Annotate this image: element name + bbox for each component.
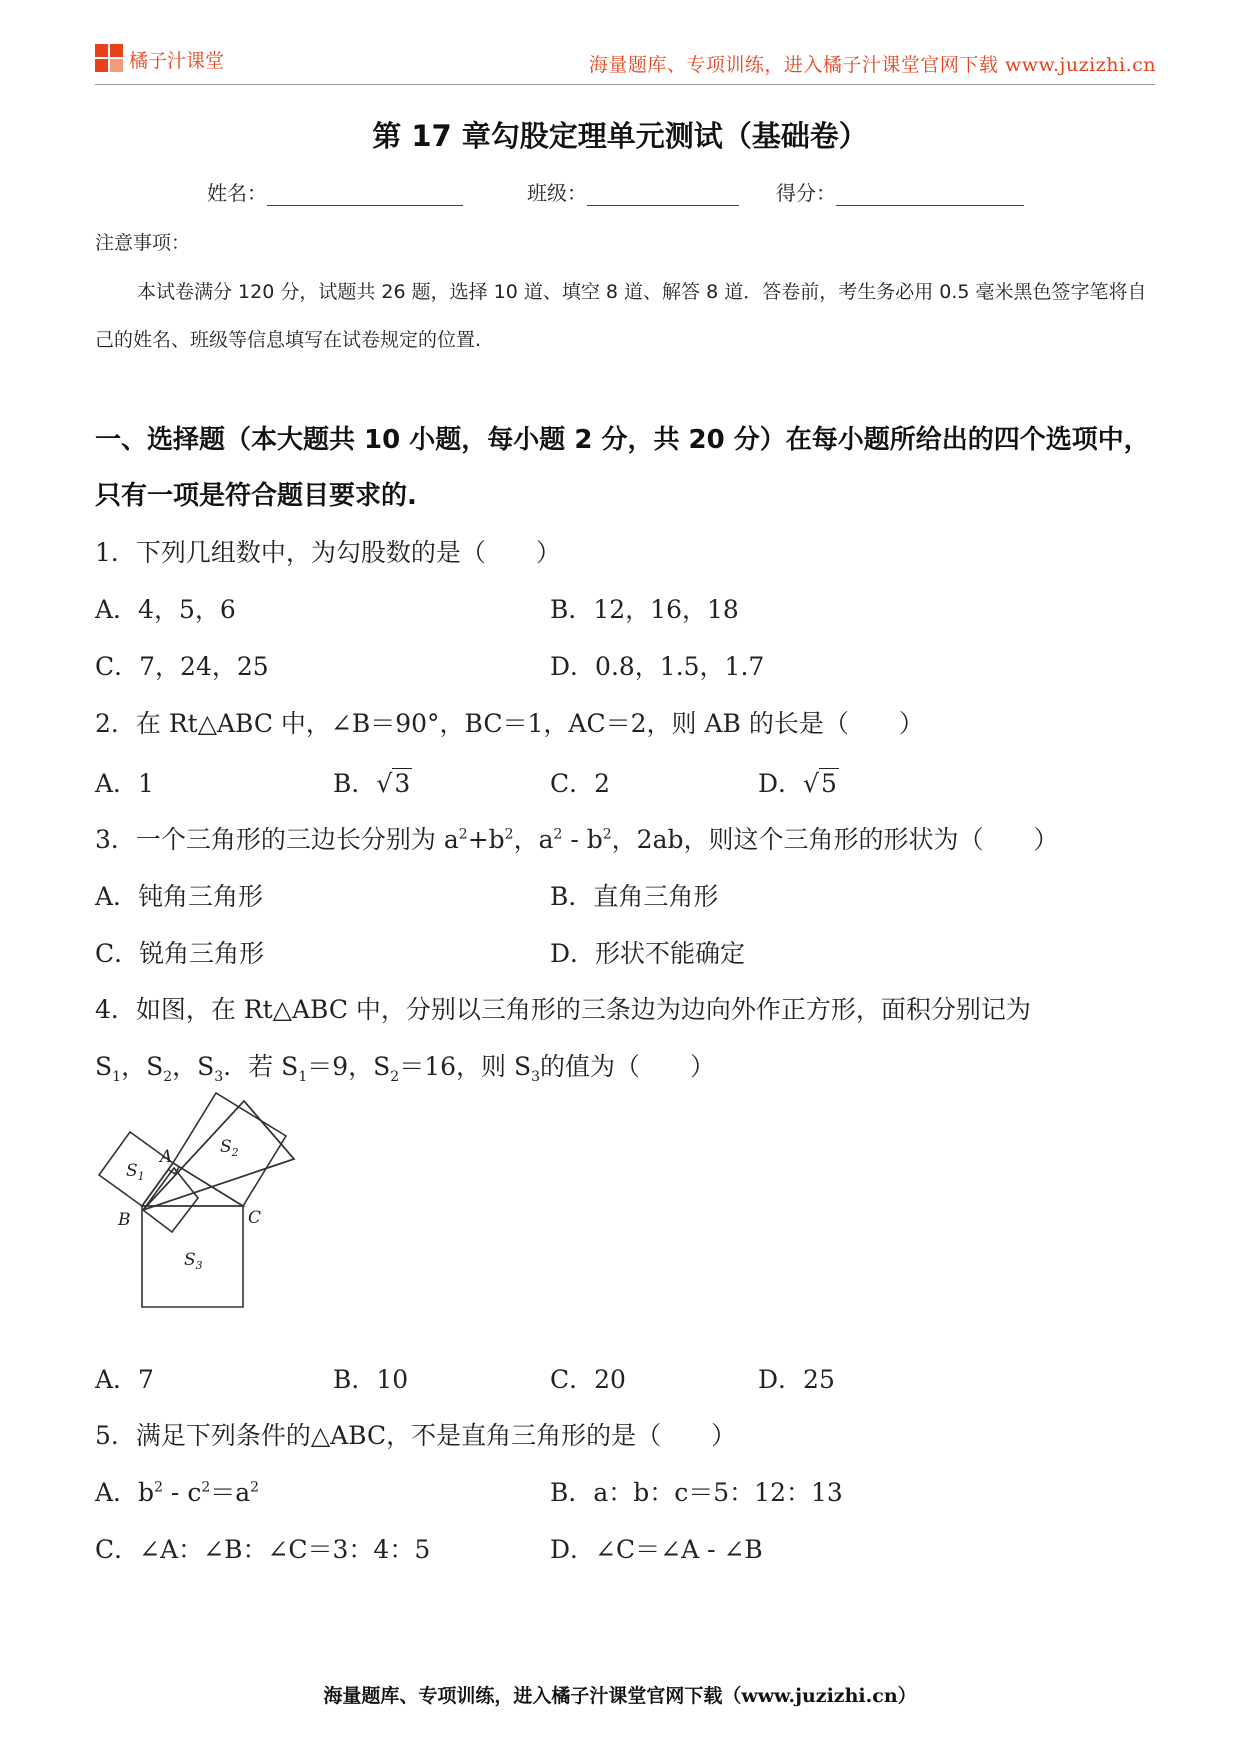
q4-s: S xyxy=(513,1052,532,1081)
q1-option-c[interactable]: C．7，24，25 xyxy=(95,652,269,681)
question-3-stem xyxy=(95,820,1059,856)
q4-text: ．若 xyxy=(223,1052,282,1081)
q3-option-c[interactable]: C．锐角三角形 xyxy=(95,939,265,968)
q5-a-text-2: - c xyxy=(162,1478,202,1507)
right-angle-mark xyxy=(169,1167,179,1174)
name-field[interactable] xyxy=(207,177,463,206)
notes-heading: 注意事项： xyxy=(95,232,191,254)
q3-text-2: +b xyxy=(467,825,505,854)
q5-option-a[interactable] xyxy=(95,1473,259,1509)
q4-sub: 2 xyxy=(390,1069,400,1085)
q3-option-a[interactable]: A．钝角三角形 xyxy=(95,882,264,911)
q3-option-b[interactable]: B．直角三角形 xyxy=(550,882,719,911)
question-5-stem: 5．满足下列条件的△ABC，不是直角三角形的是（ ） xyxy=(95,1421,737,1450)
q4-s: S xyxy=(95,1052,113,1081)
q3-sup-1: 2 xyxy=(458,826,468,843)
header-divider xyxy=(95,84,1155,85)
q3-text-3: ，a xyxy=(513,825,554,854)
logo xyxy=(95,44,224,74)
question-1-stem: 1．下列几组数中，为勾股数的是（ ） xyxy=(95,538,561,567)
q4-sub: 1 xyxy=(112,1069,122,1085)
figure-label-a: A xyxy=(160,1147,173,1167)
logo-text: 橘子汁课堂 xyxy=(129,49,225,72)
name-blank[interactable] xyxy=(267,185,463,206)
q4-text: ＝16，则 xyxy=(399,1052,514,1081)
q4-option-b[interactable]: B．10 xyxy=(333,1365,409,1394)
q4-s: S xyxy=(373,1052,391,1081)
q2-option-d-label: D． xyxy=(758,769,804,798)
q4-sub: 3 xyxy=(214,1069,224,1085)
q3-text-5: ，2ab，则这个三角形的形状为（ ） xyxy=(611,825,1059,854)
q4-sub: 1 xyxy=(298,1069,308,1085)
q5-option-c[interactable]: C．∠A：∠B：∠C＝3：4：5 xyxy=(95,1535,431,1564)
q2-option-d[interactable] xyxy=(758,764,839,800)
figure-label-s3: $S_3$ xyxy=(184,1250,203,1272)
q1-option-b[interactable]: B．12，16，18 xyxy=(550,595,739,624)
logo-icon xyxy=(95,44,125,74)
score-label: 得分： xyxy=(776,181,836,205)
q4-sep: ， xyxy=(121,1052,147,1081)
q3-sup-2: 2 xyxy=(504,826,514,843)
notes-body: 本试卷满分 120 分，试题共 26 题，选择 10 道、填空 8 道、解答 8 道．答卷前，考生务必用 0.5 毫米黑色签字笔将自己的姓名、班级等信息填写在试卷规定的位置. xyxy=(95,281,1147,351)
q4-text: 的值为（ ） xyxy=(540,1052,716,1081)
q4-s: S xyxy=(281,1052,299,1081)
q4-sub: 3 xyxy=(531,1069,541,1085)
q5-option-d[interactable]: D．∠C＝∠A - ∠B xyxy=(550,1535,763,1564)
q2-option-b[interactable] xyxy=(333,764,412,800)
q2-option-b-label: B． xyxy=(333,769,377,798)
q3-text-4: - b xyxy=(562,825,603,854)
q3-sup-3: 2 xyxy=(553,826,563,843)
figure-drawing xyxy=(90,1090,320,1340)
q5-a-sup: 2 xyxy=(154,1479,163,1496)
page-footer[interactable]: 海量题库、专项训练，进入橘子汁课堂官网下载（www.juzizhi.cn） xyxy=(323,1685,917,1707)
q5-a-text-3: ＝a xyxy=(210,1478,251,1507)
sqrt-icon: √3 xyxy=(376,769,411,798)
q1-option-a[interactable]: A．4，5，6 xyxy=(95,595,236,624)
figure-label-c: C xyxy=(248,1208,262,1228)
score-field[interactable] xyxy=(776,177,1024,206)
q4-s: S xyxy=(146,1052,164,1081)
q2-option-c[interactable]: C．2 xyxy=(550,769,611,798)
question-4-stem: 4．如图，在 Rt△ABC 中，分别以三角形的三条边为边向外作正方形，面积分别记为 xyxy=(95,995,1031,1024)
class-field[interactable] xyxy=(527,177,739,206)
q5-a-text-1: A．b xyxy=(95,1478,155,1507)
figure-label-s2: $S_2$ xyxy=(220,1137,239,1159)
q4-option-a[interactable]: A．7 xyxy=(95,1365,154,1394)
q4-option-d[interactable]: D．25 xyxy=(758,1365,835,1394)
q2-option-b-radicand: 3 xyxy=(394,769,411,798)
q4-sep: ， xyxy=(172,1052,198,1081)
q4-option-c[interactable]: C．20 xyxy=(550,1365,626,1394)
q2-option-d-radicand: 5 xyxy=(820,769,837,798)
q1-option-d[interactable]: D．0.8，1.5，1.7 xyxy=(550,652,765,681)
score-blank[interactable] xyxy=(836,185,1024,206)
q3-option-d[interactable]: D．形状不能确定 xyxy=(550,939,746,968)
q5-option-b[interactable]: B．a：b：c＝5：12：13 xyxy=(550,1478,843,1507)
q2-option-a[interactable]: A．1 xyxy=(95,769,154,798)
name-label: 姓名： xyxy=(207,181,267,205)
question-4-stem-line2 xyxy=(95,1047,715,1085)
q3-text-1: 3．一个三角形的三边长分别为 a xyxy=(95,825,459,854)
q5-a-sup: 2 xyxy=(250,1479,260,1496)
q5-a-sup: 2 xyxy=(201,1479,211,1496)
q4-s: S xyxy=(197,1052,215,1081)
q4-text: ＝9， xyxy=(307,1052,374,1081)
sqrt-icon: √5 xyxy=(803,769,837,798)
question-2-stem: 2．在 Rt△ABC 中，∠B＝90°，BC＝1，AC＝2，则 AB 的长是（ ） xyxy=(95,709,924,738)
page-title: 第 17 章勾股定理单元测试（基础卷） xyxy=(372,119,868,153)
header-slogan[interactable]: 海量题库、专项训练，进入橘子汁课堂官网下载 www.juzizhi.cn xyxy=(588,54,1156,76)
q3-sup-4: 2 xyxy=(602,826,612,843)
figure-label-s1: $S_1$ xyxy=(126,1161,145,1183)
section-heading: 一、选择题（本大题共 10 小题，每小题 2 分，共 20 分）在每小题所给出的四个选项中，只有一项是符合题目要求的. xyxy=(95,425,1150,511)
class-label: 班级： xyxy=(527,181,587,205)
figure-label-b: B xyxy=(118,1210,131,1230)
q4-sub: 2 xyxy=(163,1069,173,1085)
class-blank[interactable] xyxy=(587,185,739,206)
